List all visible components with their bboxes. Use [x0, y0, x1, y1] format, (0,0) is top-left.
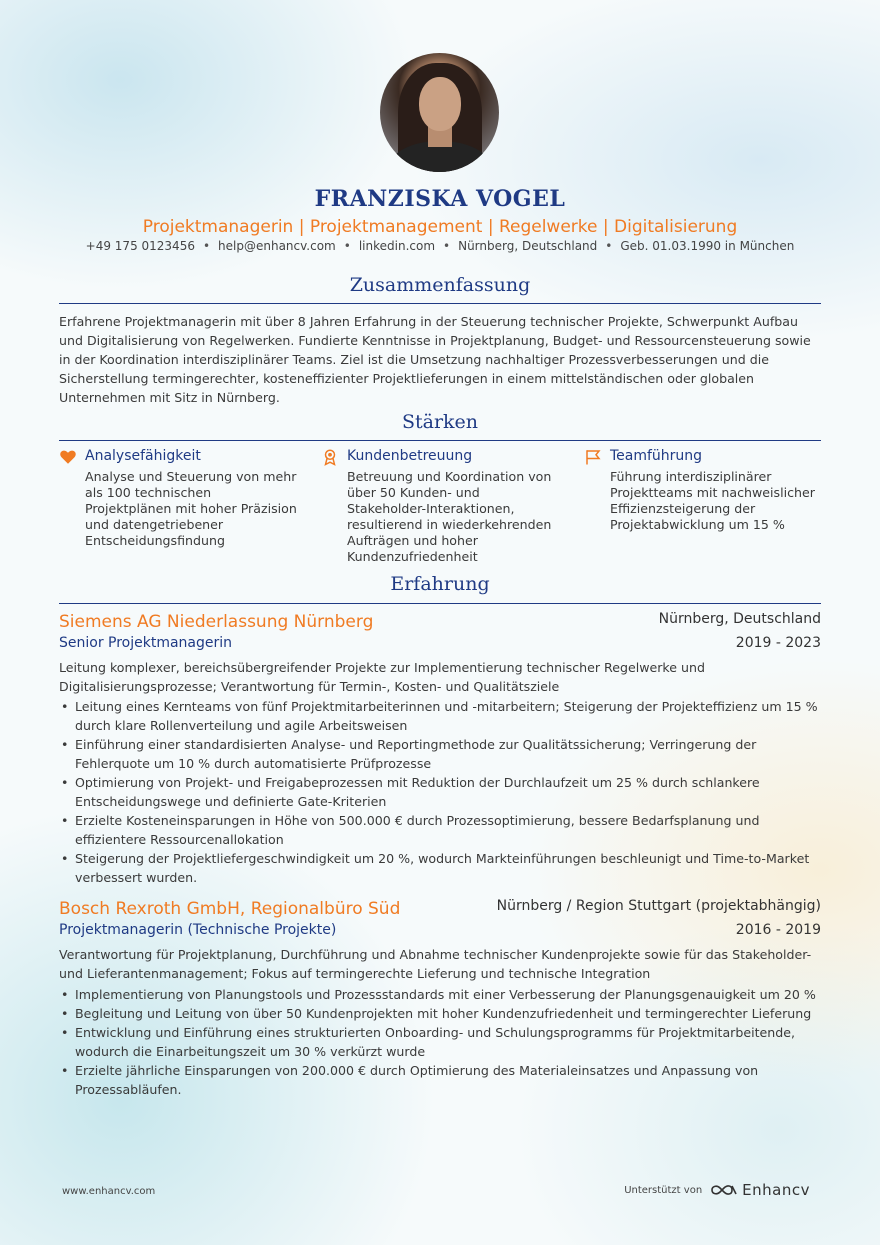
strength-title: Analysefähigkeit — [85, 448, 201, 464]
list-item: • Steigerung der Projektliefergeschwindigkeit um 20 %, wodurch Markteinführungen beschleunigt und Time-to-Market verbessert wurden. — [59, 849, 823, 887]
list-item: • Optimierung von Projekt- und Freigabeprozessen mit Reduktion der Durchlaufzeit um 25 % durch schlankere Entscheidungswege und definierte Gate-Kriterien — [59, 773, 823, 811]
section-divider — [59, 303, 821, 304]
powered-by-label: Unterstützt von — [624, 1184, 703, 1196]
contact-email[interactable]: help@enhancv.com — [218, 239, 336, 253]
contact-birth: Geb. 01.03.1990 in München — [620, 239, 795, 253]
job-location: Nürnberg / Region Stuttgart (projektabhängig) — [496, 898, 821, 914]
summary-text: Erfahrene Projektmanagerin mit über 8 Jahren Erfahrung in der Steuerung technischer Projekte, Schwerpunkt Aufbau und Digitalisierung von Regelwerken. Fundierte Kenntnisse in Projektplanung, Budget- und Ressourcensteuerung sowie in der Koordination interdisziplinärer Teams. Ziel ist die Umsetzung nachhaltiger Prozessverbesserungen und die Sicherstellung termingerechter, kosteneffizienter Projektlieferungen in einem mittelständischen oder globalen Unternehmen mit Sitz in Nürnberg. — [59, 314, 811, 405]
strength-text: Analyse und Steuerung von mehr als 100 technischen Projektplänen mit hoher Präzision und datengetriebener Entscheidungsfindung — [85, 469, 297, 548]
section-title-strengths: Stärken — [401, 411, 479, 433]
enhancv-logo-icon — [710, 1183, 738, 1197]
contact-line: +49 175 0123456 • help@enhancv.com • linkedin.com • Nürnberg, Deutschland • Geb. 01.03.1990 in München — [85, 239, 795, 253]
heart-icon — [59, 448, 77, 466]
contact-linkedin[interactable]: linkedin.com — [358, 239, 436, 253]
list-item: • Begleitung und Leitung von über 50 Kundenprojekten mit hoher Kundenzufriedenheit und termingerechter Lieferung — [59, 1004, 823, 1023]
candidate-headline: Projektmanagerin | Projektmanagement | Regelwerke | Digitalisierung — [142, 217, 738, 237]
job-description: Leitung komplexer, bereichsübergreifender Projekte zur Implementierung technischer Regelwerke und Digitalisierungsprozesse; Verantwortung für Termin-, Kosten- und Qualitätsziele — [59, 660, 705, 694]
job-bullets — [59, 697, 823, 887]
brand-name: Enhancv — [742, 1181, 810, 1199]
list-item: • Erzielte Kosteneinsparungen in Höhe von 500.000 € durch Prozessoptimierung, bessere Bedarfsplanung und effizientere Ressourcenallokation — [59, 811, 823, 849]
footer-website[interactable]: www.enhancv.com — [62, 1186, 156, 1197]
strength-title: Teamführung — [610, 448, 703, 464]
section-title-summary: Zusammenfassung — [349, 274, 531, 296]
strength-text: Betreuung und Koordination von über 50 Kunden- und Stakeholder-Interaktionen, resultierend in wiederkehrenden Aufträgen und hoher Kundenzufriedenheit — [347, 469, 552, 564]
section-divider — [59, 440, 821, 441]
contact-location: Nürnberg, Deutschland — [458, 239, 598, 253]
list-item: • Implementierung von Planungstools und Prozessstandards mit einer Verbesserung der Planungsgenauigkeit um 20 % — [59, 985, 823, 1004]
footer-branding — [624, 1180, 810, 1200]
section-divider — [59, 603, 821, 604]
job-location: Nürnberg, Deutschland — [658, 611, 821, 627]
list-item: • Entwicklung und Einführung eines strukturierten Onboarding- und Schulungsprogramms für Projektmitarbeitende, wodurch die Einarbeitungszeit um 30 % verkürzt wurde — [59, 1023, 823, 1061]
job-company: Bosch Rexroth GmbH, Regionalbüro Süd — [59, 899, 401, 919]
job-role: Projektmanagerin (Technische Projekte) — [59, 922, 337, 938]
candidate-name: FRANZISKA VOGEL — [314, 186, 566, 212]
job-role: Senior Projektmanagerin — [59, 635, 233, 651]
strength-text: Führung interdisziplinärer Projektteams mit nachweislicher Effizienzsteigerung der Projektabwicklung um 15 % — [610, 469, 815, 532]
award-icon — [321, 448, 339, 466]
contact-phone[interactable]: +49 175 0123456 — [85, 239, 195, 253]
job-dates: 2019 - 2023 — [735, 635, 821, 651]
job-description: Verantwortung für Projektplanung, Durchführung und Abnahme technischer Kundenprojekte sowie für das Stakeholder- und Lieferantenmanagement; Fokus auf termingerechte Lieferung und technische Integration — [59, 947, 812, 981]
job-dates: 2016 - 2019 — [735, 922, 821, 938]
list-item: • Erzielte jährliche Einsparungen von 200.000 € durch Optimierung des Materialeinsatzes und Anpassung von Prozessabläufen. — [59, 1061, 823, 1099]
list-item: • Leitung eines Kernteams von fünf Projektmitarbeiterinnen und -mitarbeitern; Steigerung der Projekteffizienz um 15 % durch klare Rollenverteilung und agile Arbeitsweisen — [59, 697, 823, 735]
list-item: • Einführung einer standardisierten Analyse- und Reportingmethode zur Qualitätssicherung; Verringerung der Fehlerquote um 10 % durch automatisierte Prüfprozesse — [59, 735, 823, 773]
job-company: Siemens AG Niederlassung Nürnberg — [59, 612, 374, 632]
profile-photo — [380, 53, 499, 172]
job-bullets — [59, 985, 823, 1099]
strength-title: Kundenbetreuung — [347, 448, 473, 464]
section-title-experience: Erfahrung — [390, 573, 490, 595]
flag-icon — [584, 448, 602, 466]
